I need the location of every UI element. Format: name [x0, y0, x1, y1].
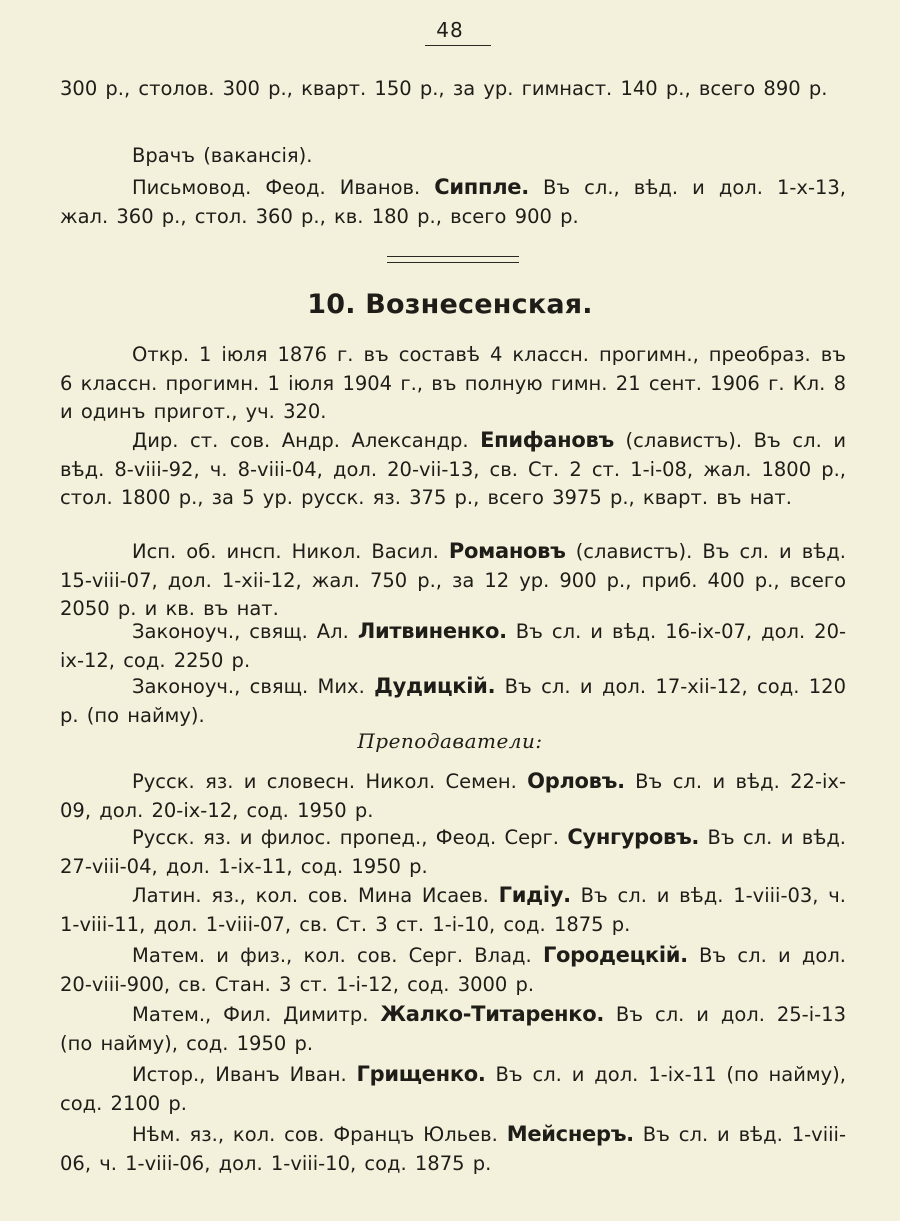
entry-text-before: Законоуч., свящ. Мих.	[132, 675, 375, 698]
entry-text-before: Законоуч., свящ. Ал.	[132, 620, 358, 643]
entry-text-before: Истор., Иванъ Иван.	[132, 1063, 357, 1086]
entry-text-after: Въ сл. и вѣд. 1-viii-06, ч. 1-viii-06, дол. 1-viii-10, сод. 1875 р.	[60, 1123, 846, 1175]
entry-text-before: Дир. ст. сов. Андр. Александр.	[132, 429, 481, 452]
entry-text-before: Исп. об. инсп. Никол. Васил.	[132, 540, 449, 563]
page-number: 48	[436, 18, 464, 42]
vacancy-paragraph: Врачъ (вакансія).	[132, 144, 313, 167]
teacher-entry	[60, 941, 846, 999]
entry-text-before: Латин. яз., кол. сов. Мина Исаев.	[132, 884, 499, 907]
surname: Сиппле.	[434, 175, 529, 199]
entry-text-after: Въ сл., вѣд. и дол. 1-х-13, жал. 360 р., стол. 360 р., кв. 180 р., всего 900 р.	[60, 176, 847, 228]
teacher-entry	[60, 1060, 846, 1118]
surname: Мейснеръ.	[506, 1122, 634, 1146]
teacher-entry	[60, 823, 846, 881]
entry-text-after: (славистъ). Въ сл. и вѣд. 15-viii-07, дол. 1-xii-12, жал. 750 р., за 12 ур. 900 р., приб. 400 р., всего 2050 р. и кв. въ нат.	[60, 540, 846, 620]
entry-text-after: Въ сл. и дол. 17-xii-12, сод. 120 р. (по найму).	[60, 675, 846, 727]
entry-text-before: Русск. яз. и словесн. Никол. Семен.	[132, 770, 528, 793]
staff-entry	[60, 426, 846, 513]
staff-entry	[60, 617, 846, 675]
clerk-paragraph	[60, 173, 846, 231]
entry-text-after: Въ сл. и вѣд. 27-viii-04, дол. 1-ix-11, сод. 1950 р.	[60, 826, 847, 878]
surname: Грищенко.	[356, 1062, 486, 1086]
entry-text-before: Матем., Фил. Димитр.	[132, 1003, 381, 1026]
entry-text-after: Въ сл. и дол. 25-i-13 (по найму), сод. 1950 р.	[60, 1003, 846, 1055]
entry-text-after: Въ сл. и дол. 1-ix-11 (по найму), сод. 2100 р.	[60, 1063, 846, 1115]
entry-text-after: Въ сл. и вѣд. 1-viii-03, ч. 1-viii-11, дол. 1-viii-07, св. Ст. 3 ст. 1-i-10, сод. 1875 р.	[60, 884, 847, 936]
teacher-entry	[60, 1120, 846, 1178]
surname: Дудицкій.	[374, 674, 496, 698]
staff-entry	[60, 672, 846, 730]
entry-text-before: Русск. яз. и филос. пропед., Феод. Серг.	[132, 826, 568, 849]
teacher-entry	[60, 767, 846, 825]
entry-text-after: Въ сл. и вѣд. 16-ix-07, дол. 20-ix-12, сод. 2250 р.	[60, 620, 847, 672]
intro-paragraph: Откр. 1 іюля 1876 г. въ составѣ 4 классн. прогимн., преобраз. въ 6 классн. прогимн. 1 іюля 1904 г., въ полную гимн. 21 сент. 1906 г. Кл. 8 и одинъ пригот., уч. 320.	[60, 343, 846, 423]
surname: Сунгуровъ.	[567, 825, 700, 849]
separator-rule-top	[387, 256, 519, 257]
entry-text-before: Письмовод. Феод. Иванов.	[132, 176, 435, 199]
continued-paragraph: 300 р., столов. 300 р., кварт. 150 р., за ур. гимнаст. 140 р., всего 890 р.	[60, 77, 828, 100]
surname: Гидіу.	[498, 883, 571, 907]
surname: Орловъ.	[527, 769, 625, 793]
section-heading: 10. Вознесенская.	[307, 289, 593, 320]
separator-rule-bottom	[387, 262, 519, 263]
entry-text-after: Въ сл. и вѣд. 22-ix-09, дол. 20-ix-12, сод. 1950 р.	[60, 770, 846, 822]
entry-text-after: (славистъ). Въ сл. и вѣд. 8-viii-92, ч. 8-viii-04, дол. 20-vii-13, св. Ст. 2 ст. 1-i-08, жал. 1800 р., стол. 1800 р., за 5 ур. русск. яз. 375 р., всего 3975 р., кварт. въ нат.	[60, 429, 846, 509]
teacher-entry	[60, 881, 846, 939]
surname: Романовъ	[448, 539, 566, 563]
page-number-rule	[425, 45, 491, 46]
teacher-entry	[60, 1000, 846, 1058]
entry-text-before: Матем. и физ., кол. сов. Серг. Влад.	[132, 944, 543, 967]
teachers-subheading: Преподаватели:	[357, 729, 543, 753]
staff-entry	[60, 537, 846, 624]
surname: Епифановъ	[480, 428, 614, 452]
entry-text-after: Въ сл. и дол. 20-viii-900, св. Стан. 3 ст. 1-i-12, сод. 3000 р.	[60, 944, 846, 996]
surname: Литвиненко.	[357, 619, 507, 643]
entry-text-before: Нѣм. яз., кол. сов. Францъ Юльев.	[132, 1123, 507, 1146]
surname: Жалко-Титаренко.	[380, 1002, 605, 1026]
surname: Городецкій.	[542, 943, 688, 967]
